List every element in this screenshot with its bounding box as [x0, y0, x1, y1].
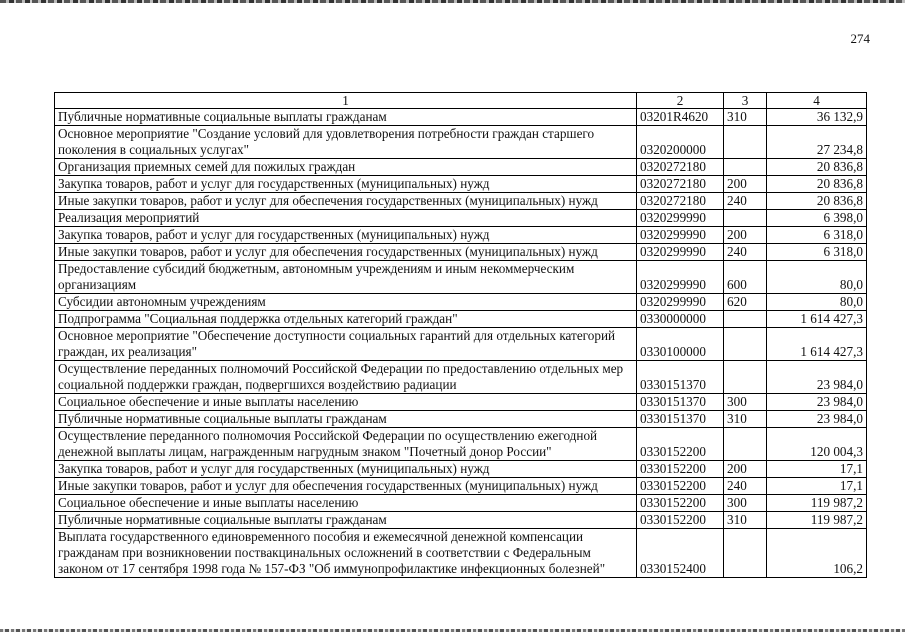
row-type-cell: 200 — [724, 461, 767, 478]
row-amount-cell: 120 004,3 — [767, 428, 867, 461]
row-amount-cell: 6 318,0 — [767, 227, 867, 244]
row-code-cell: 0320200000 — [637, 126, 724, 159]
row-name-cell: Основное мероприятие "Создание условий для удовлетворения потребности граждан старшего поколения в социальных услугах" — [55, 126, 637, 159]
row-amount-cell: 1 614 427,3 — [767, 328, 867, 361]
row-name-cell: Основное мероприятие "Обеспечение доступности социальных гарантий для отдельных категорий граждан, их реализация" — [55, 328, 637, 361]
row-amount-cell: 17,1 — [767, 478, 867, 495]
row-type-cell — [724, 529, 767, 578]
row-name-cell: Организация приемных семей для пожилых граждан — [55, 159, 637, 176]
row-code-cell: 0330151370 — [637, 361, 724, 394]
header-col-4: 4 — [767, 93, 867, 109]
row-type-cell: 300 — [724, 394, 767, 411]
scan-edge-top — [0, 0, 905, 3]
row-type-cell — [724, 159, 767, 176]
table-row — [55, 428, 867, 461]
row-code-cell: 0330151370 — [637, 411, 724, 428]
row-amount-cell: 80,0 — [767, 294, 867, 311]
row-type-cell: 240 — [724, 478, 767, 495]
row-name-cell: Социальное обеспечение и иные выплаты населению — [55, 394, 637, 411]
row-amount-cell: 106,2 — [767, 529, 867, 578]
row-amount-cell: 36 132,9 — [767, 109, 867, 126]
row-amount-cell: 23 984,0 — [767, 411, 867, 428]
row-amount-cell: 20 836,8 — [767, 159, 867, 176]
row-code-cell: 0330152200 — [637, 495, 724, 512]
row-type-cell: 240 — [724, 244, 767, 261]
row-name-cell: Осуществление переданного полномочия Российской Федерации по осуществлению ежегодной денежной выплаты лицам, награжденным нагрудным знаком "Почетный донор России" — [55, 428, 637, 461]
header-col-1: 1 — [55, 93, 637, 109]
row-name-cell: Иные закупки товаров, работ и услуг для обеспечения государственных (муниципальных) нужд — [55, 193, 637, 210]
row-code-cell: 0320299990 — [637, 210, 724, 227]
table-row — [55, 529, 867, 578]
row-amount-cell: 23 984,0 — [767, 394, 867, 411]
row-amount-cell: 119 987,2 — [767, 512, 867, 529]
row-type-cell: 200 — [724, 176, 767, 193]
row-name-cell: Закупка товаров, работ и услуг для государственных (муниципальных) нужд — [55, 227, 637, 244]
row-type-cell — [724, 428, 767, 461]
row-code-cell: 0330152200 — [637, 461, 724, 478]
row-name-cell: Социальное обеспечение и иные выплаты населению — [55, 495, 637, 512]
row-name-cell: Осуществление переданных полномочий Российской Федерации по предоставлению отдельных мер социальной поддержки граждан, подвергшихся воздействию радиации — [55, 361, 637, 394]
row-type-cell: 200 — [724, 227, 767, 244]
budget-table — [54, 92, 867, 578]
row-amount-cell: 6 318,0 — [767, 244, 867, 261]
row-code-cell: 0320299990 — [637, 244, 724, 261]
row-amount-cell: 119 987,2 — [767, 495, 867, 512]
row-name-cell: Иные закупки товаров, работ и услуг для обеспечения государственных (муниципальных) нужд — [55, 478, 637, 495]
row-code-cell: 0330152200 — [637, 478, 724, 495]
row-amount-cell: 20 836,8 — [767, 176, 867, 193]
page-number: 274 — [850, 31, 870, 46]
table-row — [55, 461, 867, 478]
row-code-cell: 0330000000 — [637, 311, 724, 328]
row-name-cell: Публичные нормативные социальные выплаты гражданам — [55, 109, 637, 126]
row-type-cell — [724, 361, 767, 394]
row-name-cell: Реализация мероприятий — [55, 210, 637, 227]
table-row — [55, 294, 867, 311]
row-amount-cell: 17,1 — [767, 461, 867, 478]
row-name-cell: Иные закупки товаров, работ и услуг для обеспечения государственных (муниципальных) нужд — [55, 244, 637, 261]
table-row — [55, 411, 867, 428]
table-row — [55, 244, 867, 261]
table-row — [55, 126, 867, 159]
row-name-cell: Закупка товаров, работ и услуг для государственных (муниципальных) нужд — [55, 461, 637, 478]
table-row — [55, 394, 867, 411]
row-code-cell: 0320299990 — [637, 261, 724, 294]
table-row — [55, 495, 867, 512]
table-row — [55, 210, 867, 227]
table-row — [55, 159, 867, 176]
row-code-cell: 0320299990 — [637, 227, 724, 244]
row-type-cell — [724, 210, 767, 227]
row-amount-cell: 80,0 — [767, 261, 867, 294]
row-code-cell: 0330100000 — [637, 328, 724, 361]
row-name-cell: Закупка товаров, работ и услуг для государственных (муниципальных) нужд — [55, 176, 637, 193]
row-code-cell: 0330152200 — [637, 428, 724, 461]
row-name-cell: Выплата государственного единовременного пособия и ежемесячной денежной компенсации гражданам при возникновении поствакцинальных осложнений в соответствии с Федеральным законом от 17 сентября 1998 года № 157-ФЗ "Об иммунопрофилактике инфекционных болезней" — [55, 529, 637, 578]
row-code-cell: 0330152400 — [637, 529, 724, 578]
table-row — [55, 512, 867, 529]
table-row — [55, 109, 867, 126]
row-type-cell — [724, 311, 767, 328]
header-col-2: 2 — [637, 93, 724, 109]
row-amount-cell: 23 984,0 — [767, 361, 867, 394]
row-amount-cell: 27 234,8 — [767, 126, 867, 159]
scan-edge-bottom — [0, 629, 905, 632]
row-type-cell: 240 — [724, 193, 767, 210]
row-code-cell: 0320272180 — [637, 176, 724, 193]
row-name-cell: Подпрограмма "Социальная поддержка отдельных категорий граждан" — [55, 311, 637, 328]
row-code-cell: 0330152200 — [637, 512, 724, 529]
table-header-row — [55, 93, 867, 109]
row-type-cell — [724, 328, 767, 361]
row-code-cell: 03201R4620 — [637, 109, 724, 126]
row-name-cell: Субсидии автономным учреждениям — [55, 294, 637, 311]
table-row — [55, 478, 867, 495]
header-col-3: 3 — [724, 93, 767, 109]
row-type-cell — [724, 126, 767, 159]
row-amount-cell: 6 398,0 — [767, 210, 867, 227]
table-row — [55, 193, 867, 210]
row-code-cell: 0330151370 — [637, 394, 724, 411]
row-type-cell: 300 — [724, 495, 767, 512]
row-type-cell: 620 — [724, 294, 767, 311]
table-row — [55, 311, 867, 328]
row-name-cell: Публичные нормативные социальные выплаты гражданам — [55, 512, 637, 529]
table-row — [55, 176, 867, 193]
table-row — [55, 361, 867, 394]
table-row — [55, 261, 867, 294]
row-type-cell: 600 — [724, 261, 767, 294]
row-type-cell: 310 — [724, 109, 767, 126]
row-type-cell: 310 — [724, 411, 767, 428]
row-amount-cell: 20 836,8 — [767, 193, 867, 210]
table-row — [55, 328, 867, 361]
row-code-cell: 0320272180 — [637, 193, 724, 210]
row-code-cell: 0320272180 — [637, 159, 724, 176]
row-name-cell: Публичные нормативные социальные выплаты гражданам — [55, 411, 637, 428]
row-type-cell: 310 — [724, 512, 767, 529]
row-code-cell: 0320299990 — [637, 294, 724, 311]
row-amount-cell: 1 614 427,3 — [767, 311, 867, 328]
row-name-cell: Предоставление субсидий бюджетным, автономным учреждениям и иным некоммерческим организациям — [55, 261, 637, 294]
table-row — [55, 227, 867, 244]
